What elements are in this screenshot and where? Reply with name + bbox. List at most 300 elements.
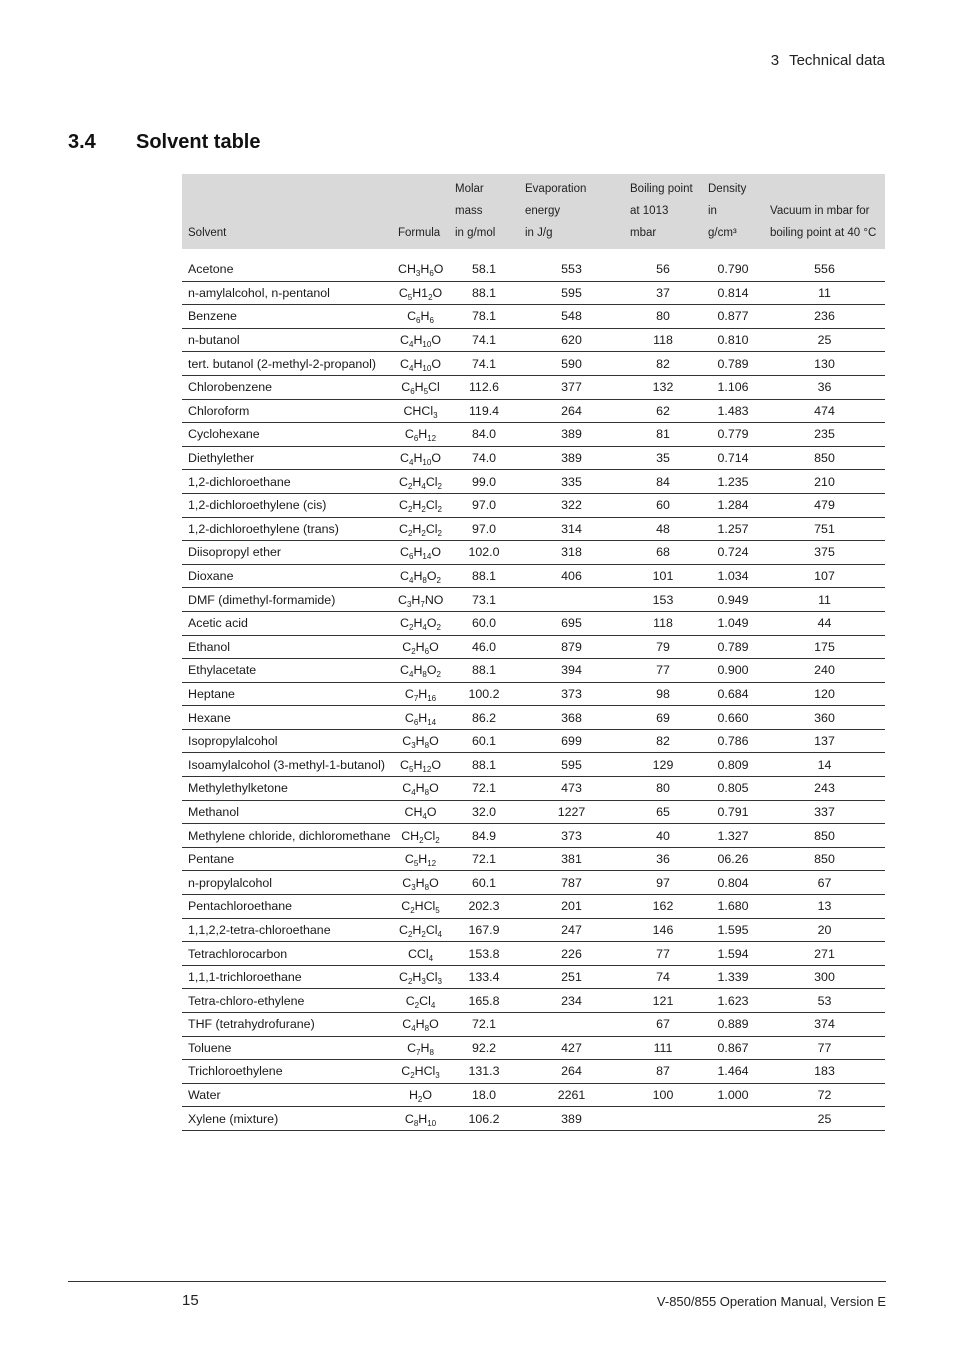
cell-density: 0.660 [702, 706, 764, 730]
table-row [182, 305, 885, 329]
header-density: Density in g/cm³ [702, 174, 764, 249]
cell-formula: $C_3H_8O$ [392, 729, 449, 753]
cell-evaporation-energy: 234 [519, 989, 624, 1013]
cell-boiling-point: 77 [624, 942, 702, 966]
cell-solvent: n-amylalcohol, n-pentanol [182, 281, 392, 305]
cell-boiling-point: 84 [624, 470, 702, 494]
cell-boiling-point: 36 [624, 847, 702, 871]
cell-molar-mass: 84.9 [449, 824, 519, 848]
cell-formula: $CH_3H_6O$ [392, 258, 449, 281]
cell-boiling-point: 60 [624, 493, 702, 517]
cell-vacuum: 130 [764, 352, 885, 376]
table-row [182, 611, 885, 635]
cell-molar-mass: 88.1 [449, 753, 519, 777]
cell-molar-mass: 84.0 [449, 423, 519, 447]
cell-formula: $C_6H_{12}$ [392, 423, 449, 447]
cell-density: 1.327 [702, 824, 764, 848]
cell-evaporation-energy: 553 [519, 258, 624, 281]
cell-vacuum: 235 [764, 423, 885, 447]
table-row [182, 777, 885, 801]
cell-evaporation-energy: 264 [519, 399, 624, 423]
cell-solvent: Trichloroethylene [182, 1060, 392, 1084]
cell-formula: $C_4H_8O$ [392, 1013, 449, 1037]
cell-boiling-point: 65 [624, 800, 702, 824]
cell-evaporation-energy: 322 [519, 493, 624, 517]
cell-density: 0.724 [702, 541, 764, 565]
cell-solvent: Hexane [182, 706, 392, 730]
cell-formula: $C_6H_{14}$ [392, 706, 449, 730]
cell-formula: $C_5H1_2O$ [392, 281, 449, 305]
cell-vacuum: 20 [764, 918, 885, 942]
cell-molar-mass: 32.0 [449, 800, 519, 824]
cell-vacuum: 474 [764, 399, 885, 423]
cell-solvent: Ethylacetate [182, 659, 392, 683]
cell-solvent: Pentane [182, 847, 392, 871]
table-row [182, 824, 885, 848]
table-row [182, 989, 885, 1013]
cell-solvent: tert. butanol (2-methyl-2-propanol) [182, 352, 392, 376]
table-row [182, 1107, 885, 1131]
cell-evaporation-energy: 373 [519, 824, 624, 848]
table-row [182, 517, 885, 541]
cell-density: 1.464 [702, 1060, 764, 1084]
cell-evaporation-energy: 787 [519, 871, 624, 895]
cell-evaporation-energy: 620 [519, 328, 624, 352]
cell-evaporation-energy: 590 [519, 352, 624, 376]
cell-evaporation-energy: 389 [519, 446, 624, 470]
cell-solvent: 1,1,2,2-tetra-chloroethane [182, 918, 392, 942]
table-row [182, 328, 885, 352]
cell-density: 0.804 [702, 871, 764, 895]
cell-evaporation-energy: 201 [519, 895, 624, 919]
cell-vacuum: 137 [764, 729, 885, 753]
cell-evaporation-energy: 427 [519, 1036, 624, 1060]
table-row [182, 446, 885, 470]
cell-solvent: Ethanol [182, 635, 392, 659]
cell-solvent: Isoamylalcohol (3-methyl-1-butanol) [182, 753, 392, 777]
table-row [182, 470, 885, 494]
cell-solvent: Acetone [182, 258, 392, 281]
table-row [182, 399, 885, 423]
cell-boiling-point: 77 [624, 659, 702, 683]
cell-solvent: Water [182, 1083, 392, 1107]
table-row [182, 1036, 885, 1060]
cell-vacuum: 77 [764, 1036, 885, 1060]
cell-density: 1.623 [702, 989, 764, 1013]
cell-formula: $C_4H_8O$ [392, 777, 449, 801]
cell-molar-mass: 18.0 [449, 1083, 519, 1107]
cell-formula: $C_2H_2Cl_4$ [392, 918, 449, 942]
cell-solvent: Cyclohexane [182, 423, 392, 447]
cell-molar-mass: 106.2 [449, 1107, 519, 1131]
cell-molar-mass: 86.2 [449, 706, 519, 730]
cell-solvent: Methylethylketone [182, 777, 392, 801]
cell-boiling-point: 87 [624, 1060, 702, 1084]
cell-vacuum: 243 [764, 777, 885, 801]
header-molar-mass: Molar mass in g/mol [449, 174, 519, 249]
cell-solvent: Methanol [182, 800, 392, 824]
cell-vacuum: 210 [764, 470, 885, 494]
cell-solvent: THF (tetrahydrofurane) [182, 1013, 392, 1037]
cell-density: 1.000 [702, 1083, 764, 1107]
cell-vacuum: 850 [764, 446, 885, 470]
cell-vacuum: 271 [764, 942, 885, 966]
footer-divider [68, 1281, 886, 1282]
cell-molar-mass: 102.0 [449, 541, 519, 565]
table-row [182, 895, 885, 919]
header-evaporation-energy: Evaporation energy in J/g [519, 174, 624, 249]
cell-evaporation-energy: 251 [519, 965, 624, 989]
cell-density: 0.779 [702, 423, 764, 447]
cell-molar-mass: 202.3 [449, 895, 519, 919]
cell-solvent: n-propylalcohol [182, 871, 392, 895]
cell-evaporation-energy: 406 [519, 564, 624, 588]
cell-density: 1.049 [702, 611, 764, 635]
cell-molar-mass: 88.1 [449, 281, 519, 305]
cell-vacuum: 236 [764, 305, 885, 329]
header-spacer [182, 249, 885, 258]
cell-formula: $CH_4O$ [392, 800, 449, 824]
cell-evaporation-energy: 377 [519, 375, 624, 399]
table-row [182, 659, 885, 683]
cell-evaporation-energy: 473 [519, 777, 624, 801]
cell-molar-mass: 74.0 [449, 446, 519, 470]
cell-density: 0.790 [702, 258, 764, 281]
table-row [182, 423, 885, 447]
cell-boiling-point: 69 [624, 706, 702, 730]
cell-density: 0.877 [702, 305, 764, 329]
cell-evaporation-energy: 373 [519, 682, 624, 706]
cell-formula: $C_2HCl_3$ [392, 1060, 449, 1084]
cell-density: 1.106 [702, 375, 764, 399]
cell-formula: CCl$_4$ [392, 942, 449, 966]
table-row [182, 682, 885, 706]
table-header-row [182, 174, 885, 249]
cell-solvent: Heptane [182, 682, 392, 706]
cell-boiling-point: 79 [624, 635, 702, 659]
cell-formula: $C_2H_4Cl_2$ [392, 470, 449, 494]
cell-vacuum: 240 [764, 659, 885, 683]
cell-vacuum: 183 [764, 1060, 885, 1084]
cell-formula: $C_4H_8O_2$ [392, 564, 449, 588]
table-row [182, 1060, 885, 1084]
table-row [182, 564, 885, 588]
cell-vacuum: 44 [764, 611, 885, 635]
header-vacuum: Vacuum in mbar for boiling point at 40 °C [764, 174, 885, 249]
table-row [182, 1083, 885, 1107]
cell-formula: $CH_2Cl_2$ [392, 824, 449, 848]
cell-formula: $C_5H_{12}$ [392, 847, 449, 871]
cell-molar-mass: 46.0 [449, 635, 519, 659]
cell-molar-mass: 167.9 [449, 918, 519, 942]
cell-density: 1.339 [702, 965, 764, 989]
cell-solvent: DMF (dimethyl-formamide) [182, 588, 392, 612]
cell-molar-mass: 72.1 [449, 1013, 519, 1037]
cell-density: 0.805 [702, 777, 764, 801]
cell-formula: $C_2HCl_5$ [392, 895, 449, 919]
cell-boiling-point: 56 [624, 258, 702, 281]
cell-formula: $C_2H_2Cl_2$ [392, 517, 449, 541]
table-row [182, 588, 885, 612]
table-row [182, 871, 885, 895]
cell-boiling-point: 132 [624, 375, 702, 399]
chapter-number: 3 [770, 52, 780, 69]
cell-evaporation-energy: 368 [519, 706, 624, 730]
cell-evaporation-energy: 314 [519, 517, 624, 541]
cell-formula: $C_4H_8O_2$ [392, 659, 449, 683]
table-row [182, 918, 885, 942]
cell-evaporation-energy [519, 588, 624, 612]
cell-molar-mass: 72.1 [449, 777, 519, 801]
cell-molar-mass: 100.2 [449, 682, 519, 706]
cell-solvent: Pentachloroethane [182, 895, 392, 919]
cell-molar-mass: 60.1 [449, 729, 519, 753]
cell-solvent: Diethylether [182, 446, 392, 470]
cell-evaporation-energy: 264 [519, 1060, 624, 1084]
cell-formula: $C_3H_8O$ [392, 871, 449, 895]
cell-formula: $C_7H_{16}$ [392, 682, 449, 706]
table-row [182, 352, 885, 376]
cell-molar-mass: 112.6 [449, 375, 519, 399]
cell-evaporation-energy: 389 [519, 423, 624, 447]
cell-evaporation-energy: 699 [519, 729, 624, 753]
cell-formula: $C_6H_5Cl$ [392, 375, 449, 399]
cell-density: 0.900 [702, 659, 764, 683]
cell-vacuum: 360 [764, 706, 885, 730]
cell-molar-mass: 60.0 [449, 611, 519, 635]
header-solvent: Solvent [182, 174, 392, 249]
table-row [182, 258, 885, 281]
table-row [182, 635, 885, 659]
cell-density: 0.714 [702, 446, 764, 470]
cell-density: 0.789 [702, 352, 764, 376]
cell-vacuum: 72 [764, 1083, 885, 1107]
cell-density: 1.034 [702, 564, 764, 588]
table-row [182, 753, 885, 777]
cell-solvent: Dioxane [182, 564, 392, 588]
cell-formula: $C_7H_8$ [392, 1036, 449, 1060]
cell-density: 1.257 [702, 517, 764, 541]
cell-boiling-point: 121 [624, 989, 702, 1013]
cell-boiling-point: 101 [624, 564, 702, 588]
cell-formula: $C_2Cl_4$ [392, 989, 449, 1013]
cell-evaporation-energy: 381 [519, 847, 624, 871]
cell-vacuum: 556 [764, 258, 885, 281]
cell-formula: $C_8H_{10}$ [392, 1107, 449, 1131]
cell-density: 0.889 [702, 1013, 764, 1037]
cell-vacuum: 850 [764, 824, 885, 848]
cell-solvent: Methylene chloride, dichloromethane [182, 824, 392, 848]
solvent-table-container [182, 174, 885, 1131]
cell-formula: $C_2H_6O$ [392, 635, 449, 659]
table-row [182, 1013, 885, 1037]
cell-boiling-point: 37 [624, 281, 702, 305]
table-row [182, 493, 885, 517]
cell-boiling-point: 62 [624, 399, 702, 423]
cell-molar-mass: 99.0 [449, 470, 519, 494]
cell-formula: $C_4H_{10}O$ [392, 352, 449, 376]
cell-density: 0.789 [702, 635, 764, 659]
cell-vacuum: 14 [764, 753, 885, 777]
cell-vacuum: 11 [764, 281, 885, 305]
cell-boiling-point: 68 [624, 541, 702, 565]
cell-evaporation-energy: 695 [519, 611, 624, 635]
cell-formula: $C_2H_3Cl_3$ [392, 965, 449, 989]
cell-boiling-point: 67 [624, 1013, 702, 1037]
cell-solvent: Xylene (mixture) [182, 1107, 392, 1131]
cell-density: 0.949 [702, 588, 764, 612]
cell-density: 0.809 [702, 753, 764, 777]
cell-boiling-point: 80 [624, 777, 702, 801]
chapter-title: Technical data [789, 52, 885, 69]
cell-density: 1.284 [702, 493, 764, 517]
cell-vacuum: 67 [764, 871, 885, 895]
cell-evaporation-energy: 1227 [519, 800, 624, 824]
cell-formula: $C_6H_{14}O$ [392, 541, 449, 565]
cell-molar-mass: 97.0 [449, 517, 519, 541]
table-row [182, 847, 885, 871]
cell-vacuum: 120 [764, 682, 885, 706]
cell-solvent: 1,2-dichloroethylene (trans) [182, 517, 392, 541]
cell-density: 0.810 [702, 328, 764, 352]
table-row [182, 281, 885, 305]
cell-evaporation-energy: 595 [519, 753, 624, 777]
cell-vacuum: 36 [764, 375, 885, 399]
cell-density: 0.684 [702, 682, 764, 706]
table-row [182, 375, 885, 399]
cell-formula: $C_2H_4O_2$ [392, 611, 449, 635]
cell-density: 0.791 [702, 800, 764, 824]
cell-formula: $C_2H_2Cl_2$ [392, 493, 449, 517]
cell-density: 1.595 [702, 918, 764, 942]
cell-vacuum: 374 [764, 1013, 885, 1037]
cell-evaporation-energy: 2261 [519, 1083, 624, 1107]
cell-boiling-point: 162 [624, 895, 702, 919]
cell-vacuum: 107 [764, 564, 885, 588]
cell-boiling-point: 146 [624, 918, 702, 942]
table-row [182, 965, 885, 989]
cell-evaporation-energy: 247 [519, 918, 624, 942]
running-header [771, 52, 885, 69]
table-row [182, 729, 885, 753]
cell-boiling-point: 48 [624, 517, 702, 541]
cell-molar-mass: 72.1 [449, 847, 519, 871]
cell-boiling-point: 81 [624, 423, 702, 447]
cell-boiling-point: 118 [624, 611, 702, 635]
cell-vacuum: 850 [764, 847, 885, 871]
cell-evaporation-energy: 335 [519, 470, 624, 494]
cell-boiling-point: 80 [624, 305, 702, 329]
solvent-table [182, 174, 885, 1131]
cell-molar-mass: 88.1 [449, 659, 519, 683]
cell-vacuum: 175 [764, 635, 885, 659]
cell-boiling-point: 98 [624, 682, 702, 706]
cell-solvent: Diisopropyl ether [182, 541, 392, 565]
section-heading [68, 131, 260, 154]
header-boiling-point: Boiling point at 1013 mbar [624, 174, 702, 249]
cell-formula: $C_6H_6$ [392, 305, 449, 329]
cell-vacuum: 751 [764, 517, 885, 541]
cell-vacuum: 300 [764, 965, 885, 989]
cell-boiling-point: 153 [624, 588, 702, 612]
cell-molar-mass: 119.4 [449, 399, 519, 423]
cell-density [702, 1107, 764, 1131]
page-number: 15 [182, 1292, 199, 1309]
table-body [182, 249, 885, 1130]
cell-density: 1.483 [702, 399, 764, 423]
cell-molar-mass: 88.1 [449, 564, 519, 588]
cell-density: 1.594 [702, 942, 764, 966]
cell-density: 0.867 [702, 1036, 764, 1060]
cell-density: 0.814 [702, 281, 764, 305]
cell-solvent: 1,2-dichloroethylene (cis) [182, 493, 392, 517]
header-formula: Formula [392, 174, 449, 249]
cell-density: 0.786 [702, 729, 764, 753]
cell-formula: $C_4H_{10}O$ [392, 446, 449, 470]
cell-formula: $H_2O$ [392, 1083, 449, 1107]
cell-vacuum: 25 [764, 1107, 885, 1131]
cell-boiling-point: 111 [624, 1036, 702, 1060]
cell-molar-mass: 74.1 [449, 352, 519, 376]
cell-formula: $C_4H_{10}O$ [392, 328, 449, 352]
cell-solvent: Chloroform [182, 399, 392, 423]
cell-density: 06.26 [702, 847, 764, 871]
cell-boiling-point: 118 [624, 328, 702, 352]
cell-solvent: 1,2-dichloroethane [182, 470, 392, 494]
cell-molar-mass: 131.3 [449, 1060, 519, 1084]
cell-vacuum: 25 [764, 328, 885, 352]
document-title: V-850/855 Operation Manual, Version E [656, 1294, 886, 1309]
cell-vacuum: 375 [764, 541, 885, 565]
section-number: 3.4 [68, 131, 96, 153]
cell-molar-mass: 78.1 [449, 305, 519, 329]
cell-boiling-point: 97 [624, 871, 702, 895]
cell-formula: CHCl$_3$ [392, 399, 449, 423]
cell-vacuum: 11 [764, 588, 885, 612]
table-row [182, 706, 885, 730]
cell-solvent: Acetic acid [182, 611, 392, 635]
cell-evaporation-energy: 318 [519, 541, 624, 565]
cell-molar-mass: 165.8 [449, 989, 519, 1013]
cell-boiling-point: 35 [624, 446, 702, 470]
cell-evaporation-energy: 394 [519, 659, 624, 683]
cell-evaporation-energy [519, 1013, 624, 1037]
cell-formula: $C_5H_{12}O$ [392, 753, 449, 777]
cell-boiling-point: 82 [624, 729, 702, 753]
cell-evaporation-energy: 879 [519, 635, 624, 659]
cell-molar-mass: 60.1 [449, 871, 519, 895]
cell-boiling-point: 40 [624, 824, 702, 848]
table-row [182, 942, 885, 966]
cell-molar-mass: 74.1 [449, 328, 519, 352]
cell-molar-mass: 92.2 [449, 1036, 519, 1060]
section-title: Solvent table [136, 131, 261, 153]
cell-solvent: Isopropylalcohol [182, 729, 392, 753]
cell-boiling-point [624, 1107, 702, 1131]
cell-evaporation-energy: 595 [519, 281, 624, 305]
table-row [182, 541, 885, 565]
cell-evaporation-energy: 548 [519, 305, 624, 329]
cell-molar-mass: 97.0 [449, 493, 519, 517]
cell-evaporation-energy: 226 [519, 942, 624, 966]
cell-density: 1.680 [702, 895, 764, 919]
cell-evaporation-energy: 389 [519, 1107, 624, 1131]
cell-vacuum: 13 [764, 895, 885, 919]
cell-boiling-point: 129 [624, 753, 702, 777]
table-row [182, 800, 885, 824]
cell-density: 1.235 [702, 470, 764, 494]
cell-molar-mass: 153.8 [449, 942, 519, 966]
